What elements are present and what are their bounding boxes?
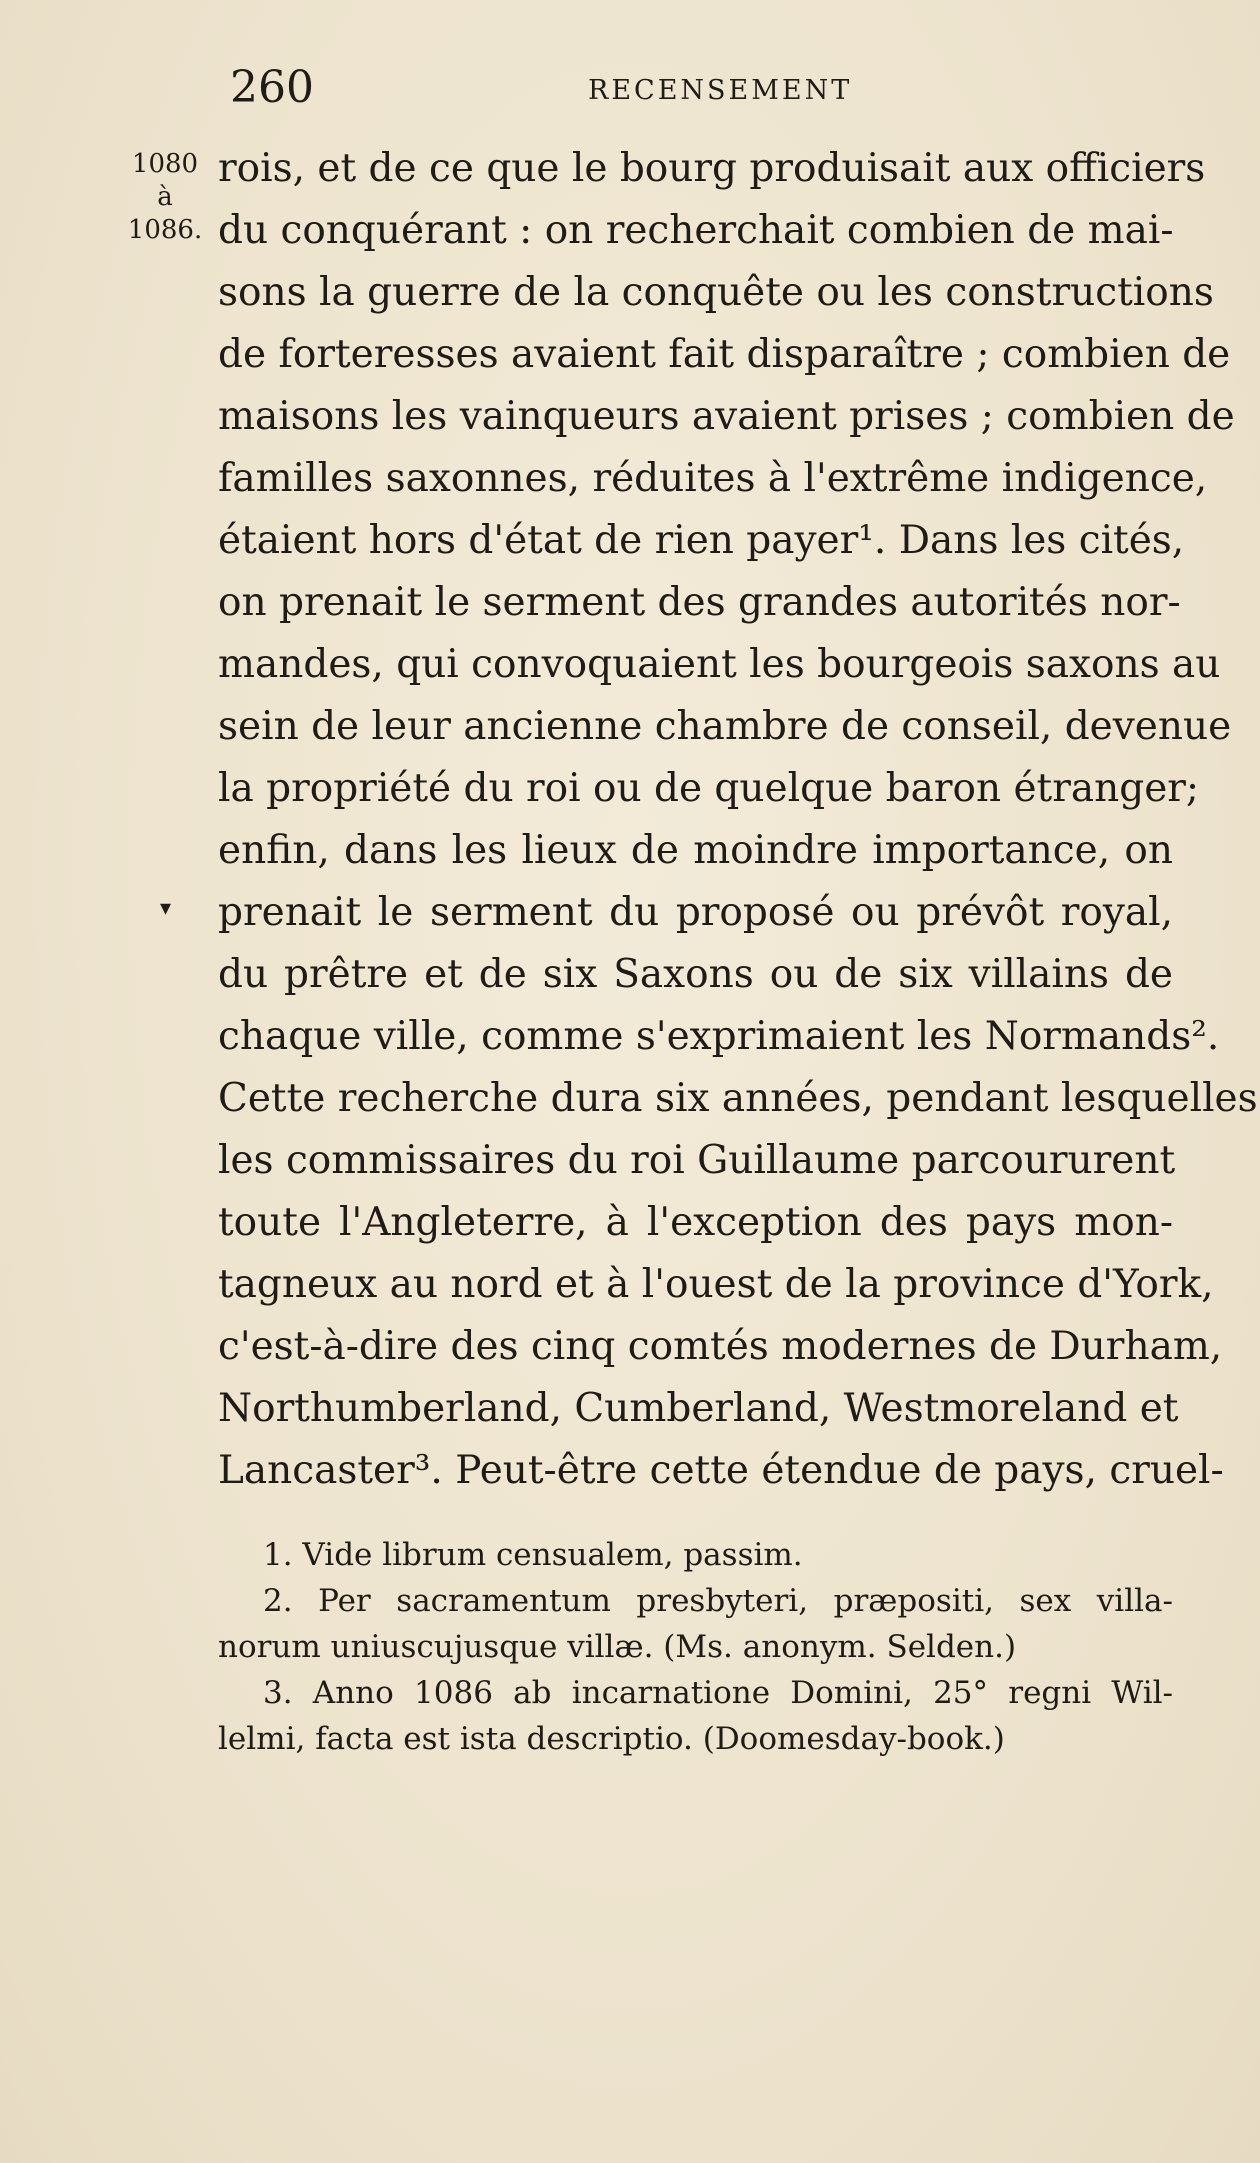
margin-mark-icon: ▾ — [160, 896, 172, 921]
body-line: les commissaires du roi Guillaume parcoururent — [218, 1138, 1176, 1183]
body-line: familles saxonnes, réduites à l'extrême indigence, — [218, 456, 1208, 501]
body-text — [218, 138, 1258, 1502]
body-line: maisons les vainqueurs avaient prises ; combien de — [218, 394, 1235, 439]
page-number: 260 — [230, 62, 314, 113]
body-line: chaque ville, comme s'exprimaient les Normands². — [218, 1014, 1220, 1059]
body-line: du conquérant : on recherchait combien de mai- — [218, 208, 1174, 253]
body-line: enfin, dans les lieux de moindre importance, on — [218, 828, 1173, 873]
body-line: Northumberland, Cumberland, Westmoreland et — [218, 1386, 1179, 1431]
page-header — [230, 58, 853, 118]
body-line: rois, et de ce que le bourg produisait aux officiers — [218, 146, 1206, 191]
body-line: Lancaster³. Peut-être cette étendue de pays, cruel- — [218, 1448, 1224, 1493]
body-line: tagneux au nord et à l'ouest de la province d'York, — [218, 1262, 1214, 1307]
body-line: sons la guerre de la conquête ou les constructions — [218, 270, 1214, 315]
body-line: la propriété du roi ou de quelque baron étranger; — [218, 766, 1200, 811]
footnote-3: 3. Anno 1086 ab incarnatione Domini, 25° regni Wil- — [263, 1675, 1173, 1711]
body-line: on prenait le serment des grandes autorités nor- — [218, 580, 1181, 625]
margin-date-from: 1080 — [131, 149, 199, 179]
footnote-1: 1. Vide librum censualem, passim. — [263, 1537, 803, 1573]
body-line: prenait le serment du proposé ou prévôt royal, — [218, 890, 1173, 935]
margin-date-note — [120, 148, 210, 247]
body-line: du prêtre et de six Saxons ou de six villains de — [218, 952, 1173, 997]
footnote-2: 2. Per sacramentum presbyteri, præpositi, sex villa- — [263, 1583, 1173, 1619]
body-line: Cette recherche dura six années, pendant lesquelles — [218, 1076, 1258, 1121]
footnote-2-continued: norum uniuscujusque villæ. (Ms. anonym. Selden.) — [218, 1629, 1017, 1665]
body-line: sein de leur ancienne chambre de conseil, devenue — [218, 704, 1232, 749]
running-head: RECENSEMENT — [588, 75, 853, 106]
body-line: de forteresses avaient fait disparaître ; combien de — [218, 332, 1231, 377]
footnotes — [218, 1532, 1173, 1762]
body-line: toute l'Angleterre, à l'exception des pays mon- — [218, 1200, 1173, 1245]
body-line: étaient hors d'état de rien payer¹. Dans les cités, — [218, 518, 1185, 563]
body-line: mandes, qui convoquaient les bourgeois saxons au — [218, 642, 1221, 687]
body-line: c'est-à-dire des cinq comtés modernes de Durham, — [218, 1324, 1223, 1369]
footnote-3-continued: lelmi, facta est ista descriptio. (Doomesday-book.) — [218, 1721, 1005, 1757]
margin-date-to: 1086. — [127, 215, 203, 245]
margin-date-separator: à — [157, 182, 173, 212]
